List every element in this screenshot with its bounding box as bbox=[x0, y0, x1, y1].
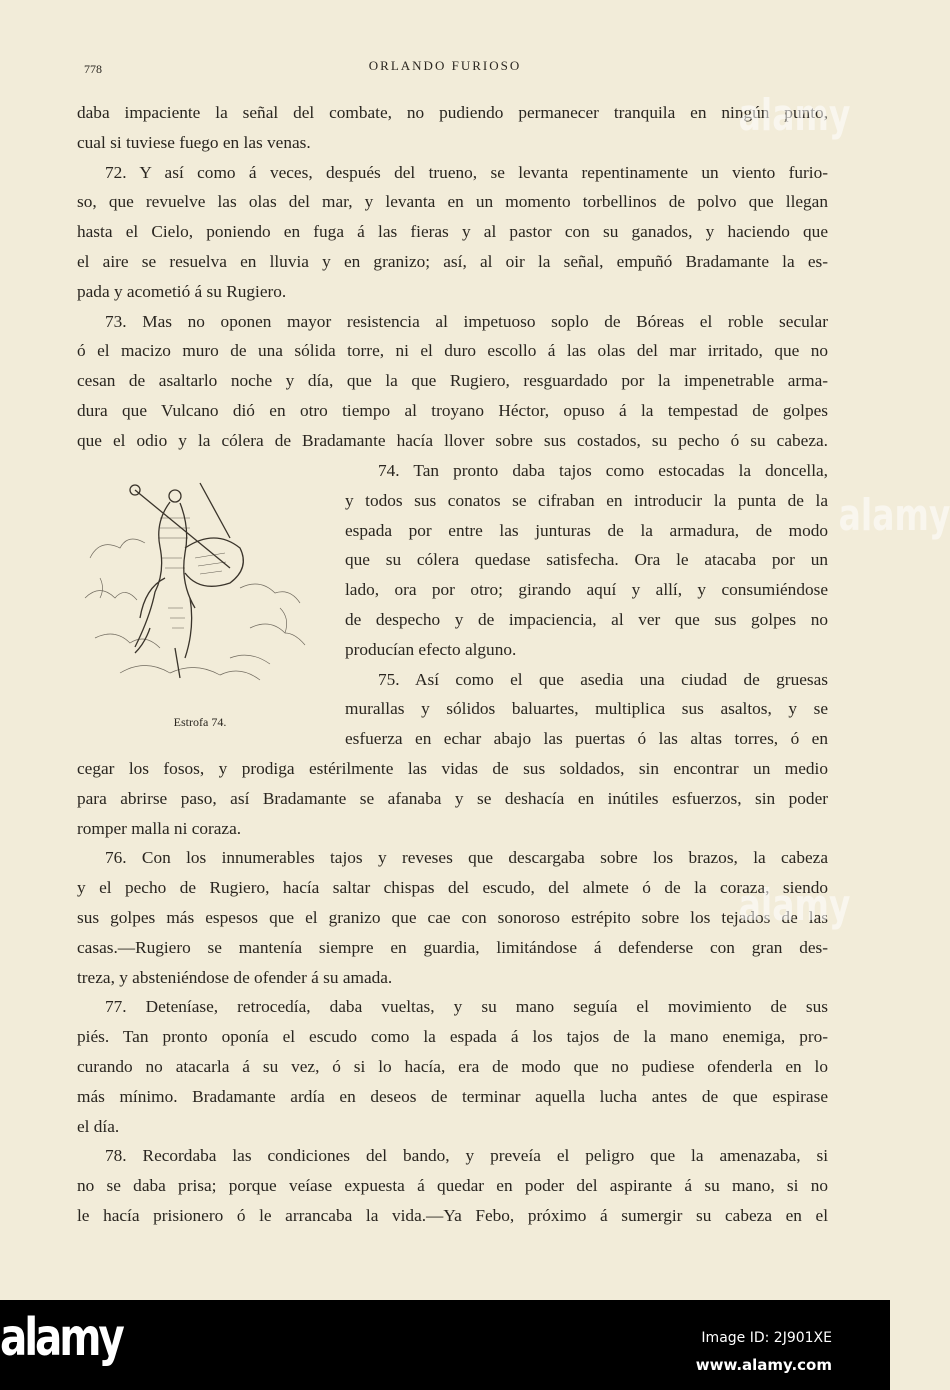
alamy-logo: alamy bbox=[0, 1308, 122, 1368]
text-line: que su cólera quedase satisfecha. Ora le atacaba por un bbox=[345, 550, 828, 570]
paragraph-first-line: 74. Tan pronto daba tajos como estocadas la doncella, bbox=[378, 461, 828, 480]
text-line: murallas y sólidos baluartes, multiplica sus asaltos, y se bbox=[345, 699, 828, 719]
watermark: alamy bbox=[738, 90, 851, 141]
text-line: casas.—Rugiero se mantenía siempre en guardia, limitándose á defenderse con gran des- bbox=[77, 937, 828, 957]
page-number: 778 bbox=[84, 62, 102, 76]
text-block-beside-figure bbox=[345, 456, 828, 754]
text-line: so, que revuelve las olas del mar, y levanta en un momento torbellinos de polvo que llegan bbox=[77, 192, 828, 212]
text-line: sus golpes más espesos que el granizo que cae con sonoroso estrépito sobre los tejados de las bbox=[77, 907, 828, 927]
text-block-bottom bbox=[77, 754, 828, 1231]
text-line: hasta el Cielo, poniendo en fuga á las fieras y al pastor con su ganados, y haciendo que bbox=[77, 222, 828, 242]
illustration-knight-in-clouds bbox=[80, 478, 312, 700]
text-line: lado, ora por otro; girando aquí y allí, y consumiéndose bbox=[345, 580, 828, 600]
watermark: alamy bbox=[738, 880, 851, 931]
page-header bbox=[0, 56, 890, 80]
text-line: y todos sus conatos se cifraban en introducir la punta de la bbox=[345, 490, 828, 510]
paragraph-first-line: 75. Así como el que asedia una ciudad de gruesas bbox=[378, 669, 828, 689]
text-line: espada por entre las junturas de la armadura, de modo bbox=[345, 520, 828, 540]
text-line: daba impaciente la señal del combate, no pudiendo permanecer tranquila en ningún punto, bbox=[77, 103, 828, 122]
text-line: esfuerza en echar abajo las puertas ó las altas torres, ó en bbox=[345, 729, 828, 749]
text-line: ó el macizo muro de una sólida torre, ni el duro escollo á las olas del mar irritado, que no bbox=[77, 341, 828, 361]
text-line: el aire se resuelva en lluvia y en granizo; así, al oir la señal, empuñó Bradamante la es- bbox=[77, 251, 828, 271]
text-line: más mínimo. Bradamante ardía en deseos de terminar aquella lucha antes de que espirase bbox=[77, 1086, 828, 1106]
text-line: cegar los fosos, y prodiga estérilmente las vidas de sus soldados, sin encontrar un medio bbox=[77, 759, 828, 778]
text-line: producían efecto alguno. bbox=[345, 639, 517, 659]
paragraph-first-line: 77. Deteníase, retrocedía, daba vueltas, y su mano seguía el movimiento de sus bbox=[105, 997, 828, 1017]
text-line: le hacía prisionero ó le arrancaba la vida.—Ya Febo, próximo á sumergir su cabeza en el bbox=[77, 1205, 828, 1225]
running-title: ORLANDO FURIOSO bbox=[368, 58, 522, 73]
stock-footer-bar bbox=[0, 1300, 890, 1390]
text-line: de despecho y de impaciencia, al ver que sus golpes no bbox=[345, 609, 828, 629]
text-line: y el pecho de Rugiero, hacía saltar chispas del escudo, del almete ó de la coraza, siendo bbox=[77, 878, 828, 898]
text-line: para abrirse paso, así Bradamante se afanaba y se deshacía en inútiles esfuerzos, sin poder bbox=[77, 788, 828, 808]
image-id: Image ID: 2J901XE bbox=[701, 1330, 832, 1346]
paragraph-first-line: 72. Y así como á veces, después del trueno, se levanta repentinamente un viento furio- bbox=[105, 162, 828, 182]
text-line: treza, y absteniéndose de ofender á su amada. bbox=[77, 967, 393, 987]
text-line: piés. Tan pronto oponía el escudo como la espada á los tajos de la mano enemiga, pro- bbox=[77, 1027, 828, 1047]
text-line: que el odio y la cólera de Bradamante hacía llover sobre sus costados, su pecho ó su cabeza. bbox=[77, 430, 828, 450]
text-line: curando no atacarla á su vez, ó si lo hacía, era de modo que no pudiese ofenderla en lo bbox=[77, 1056, 828, 1076]
text-line: cesan de asaltarlo noche y día, que la que Rugiero, resguardado por la impenetrable arma- bbox=[77, 371, 828, 391]
watermark: alamy bbox=[838, 490, 950, 541]
text-line: romper malla ni coraza. bbox=[77, 818, 242, 838]
paragraph-first-line: 73. Mas no oponen mayor resistencia al impetuoso soplo de Bóreas el roble secular bbox=[105, 311, 828, 331]
text-line: no se daba prisa; porque veíase expuesta á quedar en poder del aspirante á su mano, si no bbox=[77, 1176, 828, 1196]
paragraph-first-line: 76. Con los innumerables tajos y reveses que descargaba sobre los brazos, la cabeza bbox=[105, 848, 828, 868]
site-url: www.alamy.com bbox=[695, 1356, 832, 1374]
figure-caption: Estrofa 74. bbox=[173, 715, 227, 729]
paragraph-first-line: 78. Recordaba las condiciones del bando, y preveía el peligro que la amenazaba, si bbox=[105, 1146, 828, 1166]
text-line: dura que Vulcano dió en otro tiempo al troyano Héctor, opuso á la tempestad de golpes bbox=[77, 400, 828, 420]
text-line: el día. bbox=[77, 1116, 120, 1136]
text-line: cual si tuviese fuego en las venas. bbox=[77, 132, 311, 152]
text-block-top bbox=[77, 98, 828, 456]
text-line: pada y acometió á su Rugiero. bbox=[77, 281, 287, 301]
